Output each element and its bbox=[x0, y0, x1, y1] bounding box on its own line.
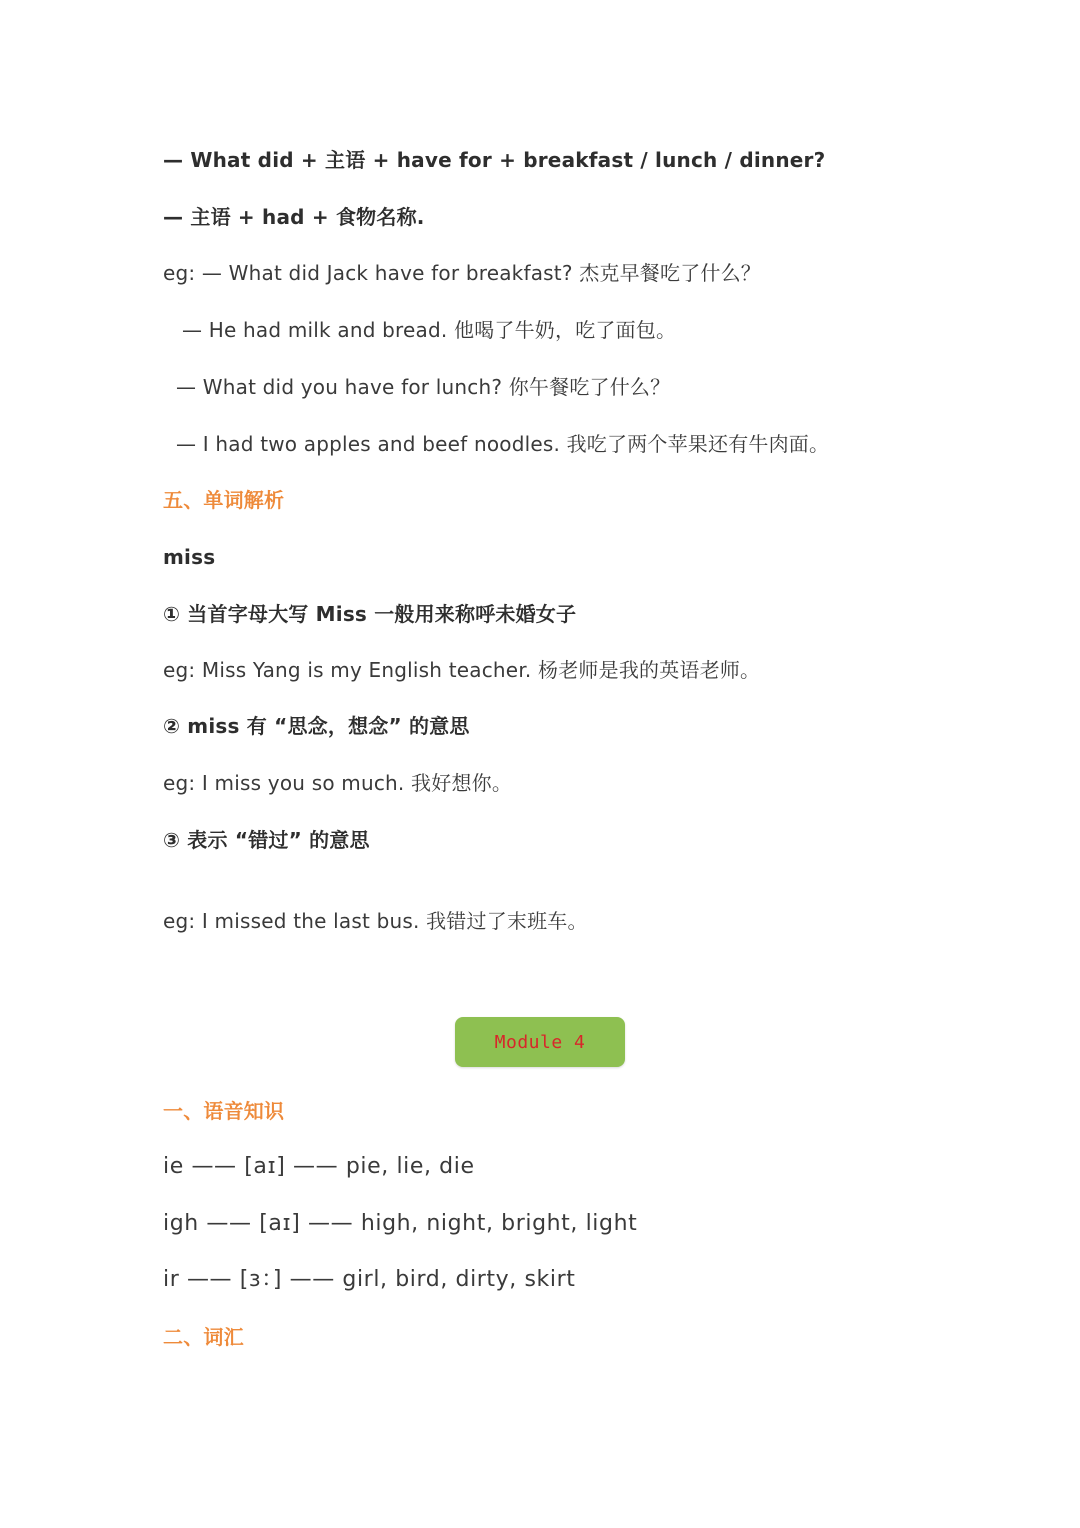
example-line: — What did you have for lunch? 你午餐吃了什么？ bbox=[176, 375, 671, 399]
example-line: eg: — What did Jack have for breakfast? 杰克早餐吃了什么？ bbox=[163, 261, 761, 285]
word-example: eg: I missed the last bus. 我错过了末班车。 bbox=[163, 909, 588, 933]
example-line: — I had two apples and beef noodles. 我吃了两个苹果还有牛肉面。 bbox=[176, 432, 830, 456]
phonics-row: ir —— [ɜ：] —— girl, bird, dirty, skirt bbox=[163, 1267, 576, 1292]
word-example: eg: I miss you so much. 我好想你。 bbox=[163, 771, 513, 795]
section-heading-vocabulary: 二、词汇 bbox=[163, 1325, 244, 1349]
example-line: — He had milk and bread. 他喝了牛奶，吃了面包。 bbox=[182, 318, 677, 342]
phonics-row: igh —— [aɪ] —— high, night, bright, light bbox=[163, 1211, 638, 1236]
grammar-question-pattern: — What did + 主语 + have for + breakfast / lunch / dinner? bbox=[163, 148, 826, 172]
section-heading-phonics: 一、语音知识 bbox=[163, 1099, 285, 1123]
section-heading-word-analysis: 五、单词解析 bbox=[163, 488, 285, 512]
word-sense: ② miss 有 “思念，想念” 的意思 bbox=[163, 714, 470, 738]
phonics-row: ie —— [aɪ] —— pie, lie, die bbox=[163, 1154, 475, 1179]
vocab-word: miss bbox=[163, 545, 216, 569]
word-example: eg: Miss Yang is my English teacher. 杨老师是我的英语老师。 bbox=[163, 658, 761, 682]
word-sense: ③ 表示 “错过” 的意思 bbox=[163, 828, 370, 852]
module-4-button[interactable]: Module 4 bbox=[455, 1017, 625, 1067]
word-sense: ① 当首字母大写 Miss 一般用来称呼未婚女子 bbox=[163, 602, 577, 626]
grammar-answer-pattern: — 主语 + had + 食物名称. bbox=[163, 205, 425, 229]
